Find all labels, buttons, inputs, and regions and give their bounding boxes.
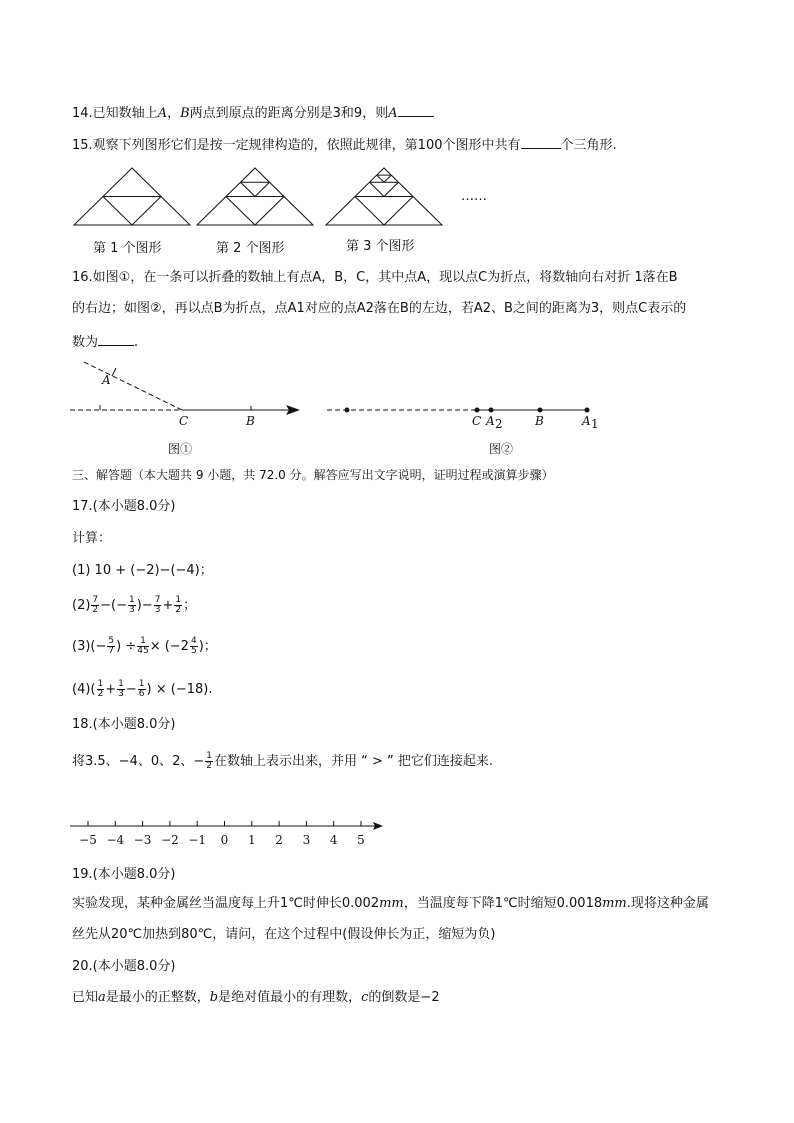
number-line-tick-label: −3 — [133, 833, 152, 847]
number-line-tick-label: 5 — [357, 833, 365, 847]
point-b-label: B — [246, 414, 255, 428]
point-c-label: C — [179, 414, 189, 428]
instruction-text: 计算： — [72, 531, 112, 546]
question-18-text: 将3.5、−4、0、2、− $\frac{1}{2}$ 在数轴上表示出来，并用 “ > ” 把它们连接起来. — [72, 751, 494, 771]
triangle-figure-2 — [197, 168, 313, 226]
number-line-tick-label: 1 — [247, 833, 256, 847]
point-a2-label: A — [486, 414, 495, 428]
fold-number-line-figure-1 — [70, 358, 310, 458]
triangle-figure-1 — [74, 168, 190, 226]
fraction: $\frac{1}{2}$ — [206, 751, 213, 771]
fraction: $\frac{1}{3}$ — [129, 595, 135, 615]
question-18-heading: 18.(本小题8.0分) — [72, 717, 176, 732]
question-16-line-1: 16.如图①，在一条可以折叠的数轴上有点A，B，C，其中点A，现以点C为折点，将数轴向右对折 1落在B — [72, 270, 678, 285]
answer-blank — [398, 103, 434, 117]
number-line-tick-label: 2 — [275, 833, 283, 847]
figure-caption: 图② — [489, 442, 514, 456]
point-c-label: C — [472, 414, 482, 428]
fraction: $\frac{5}{7}$ — [108, 636, 115, 656]
question-16-line-2: 的右边；如图②，再以点B为折点，点A1对应的点A2落在B的左边，若A2、B之间的距离为3，则点C表示的 — [72, 301, 687, 316]
number-line-tick-label: −5 — [79, 833, 97, 847]
question-20-text: 已知a是最小的正整数，b是绝对值最小的有理数，c的倒数是−2 — [72, 990, 440, 1005]
fold-number-line-figure-2 — [327, 358, 607, 458]
problem-3: (3)(− $\frac{5}{7}$ ) ÷ $\frac{1}{45}$ × (−2 $\frac{4}{5}$ )； — [72, 636, 217, 656]
number-line-tick-label: 3 — [302, 833, 311, 847]
problem-2: (2) $\frac{7}{2}$ −(− $\frac{1}{3}$ )− $\frac{7}{3}$ + $\frac{1}{2}$ ； — [72, 595, 197, 615]
problem-1: (1) 10 + (−2)−(−4)； — [72, 563, 213, 578]
question-14: 14.已知数轴上A，B两点到原点的距离分别是3和9，则A — [72, 103, 434, 123]
figure-caption: 第 1 个图形 — [93, 241, 162, 256]
point-a-label: A — [102, 373, 111, 387]
figure-caption: 第 3 个图形 — [346, 239, 415, 254]
answer-blank — [521, 135, 561, 149]
section-heading: 三、解答题（本大题共 9 小题，共 72.0 分。解答应写出文字说明，证明过程或演算步骤） — [72, 468, 554, 482]
question-19-line-1: 实验发现，某种金属丝当温度每上升1℃时伸长0.002mm，当温度每下降1℃时缩短0.0018mm.现将这种金属 — [72, 896, 709, 911]
fraction: $\frac{1}{6}$ — [138, 679, 145, 699]
question-16-line-3: 数为 . — [72, 332, 138, 352]
number-line-tick-label: 4 — [329, 833, 338, 847]
number-line-tick-label: −2 — [161, 833, 179, 847]
point-a1-label: A — [582, 414, 591, 428]
point-b-label: B — [535, 414, 544, 428]
fraction: $\frac{7}{2}$ — [92, 595, 99, 615]
fraction: $\frac{1}{2}$ — [175, 595, 182, 615]
fraction: $\frac{1}{2}$ — [97, 679, 104, 699]
answer-blank — [98, 332, 134, 346]
fraction: $\frac{4}{5}$ — [190, 636, 197, 656]
point-a2-subscript: 2 — [495, 417, 503, 431]
figure-caption: 图① — [168, 442, 193, 456]
question-15: 15.观察下列图形它们是按一定规律构造的，依照此规律，第100个图形中共有 个三角形. — [72, 135, 617, 155]
question-17-heading: 17.(本小题8.0分) — [72, 499, 176, 514]
number-line — [70, 818, 390, 852]
triangle-figure-3 — [326, 168, 442, 226]
question-19-heading: 19.(本小题8.0分) — [72, 867, 176, 882]
number-line-tick-label: 0 — [220, 833, 229, 847]
number-line-tick-label: −1 — [188, 833, 207, 847]
fraction: $\frac{1}{45}$ — [137, 636, 149, 656]
number-line-tick-label: −4 — [106, 833, 125, 847]
question-20-heading: 20.(本小题8.0分) — [72, 959, 176, 974]
fraction: $\frac{1}{3}$ — [118, 679, 124, 699]
question-19-line-2: 丝先从20℃加热到80℃，请问，在这个过程中(假设伸长为正，缩短为负) — [72, 927, 496, 942]
fraction: $\frac{7}{3}$ — [154, 595, 161, 615]
point-a1-subscript: 1 — [591, 417, 599, 431]
problem-4: (4)( $\frac{1}{2}$ + $\frac{1}{3}$ − $\frac{1}{6}$ ) × (−18). — [72, 679, 213, 699]
figure-caption: 第 2 个图形 — [216, 241, 285, 256]
ellipsis: …… — [461, 189, 487, 204]
